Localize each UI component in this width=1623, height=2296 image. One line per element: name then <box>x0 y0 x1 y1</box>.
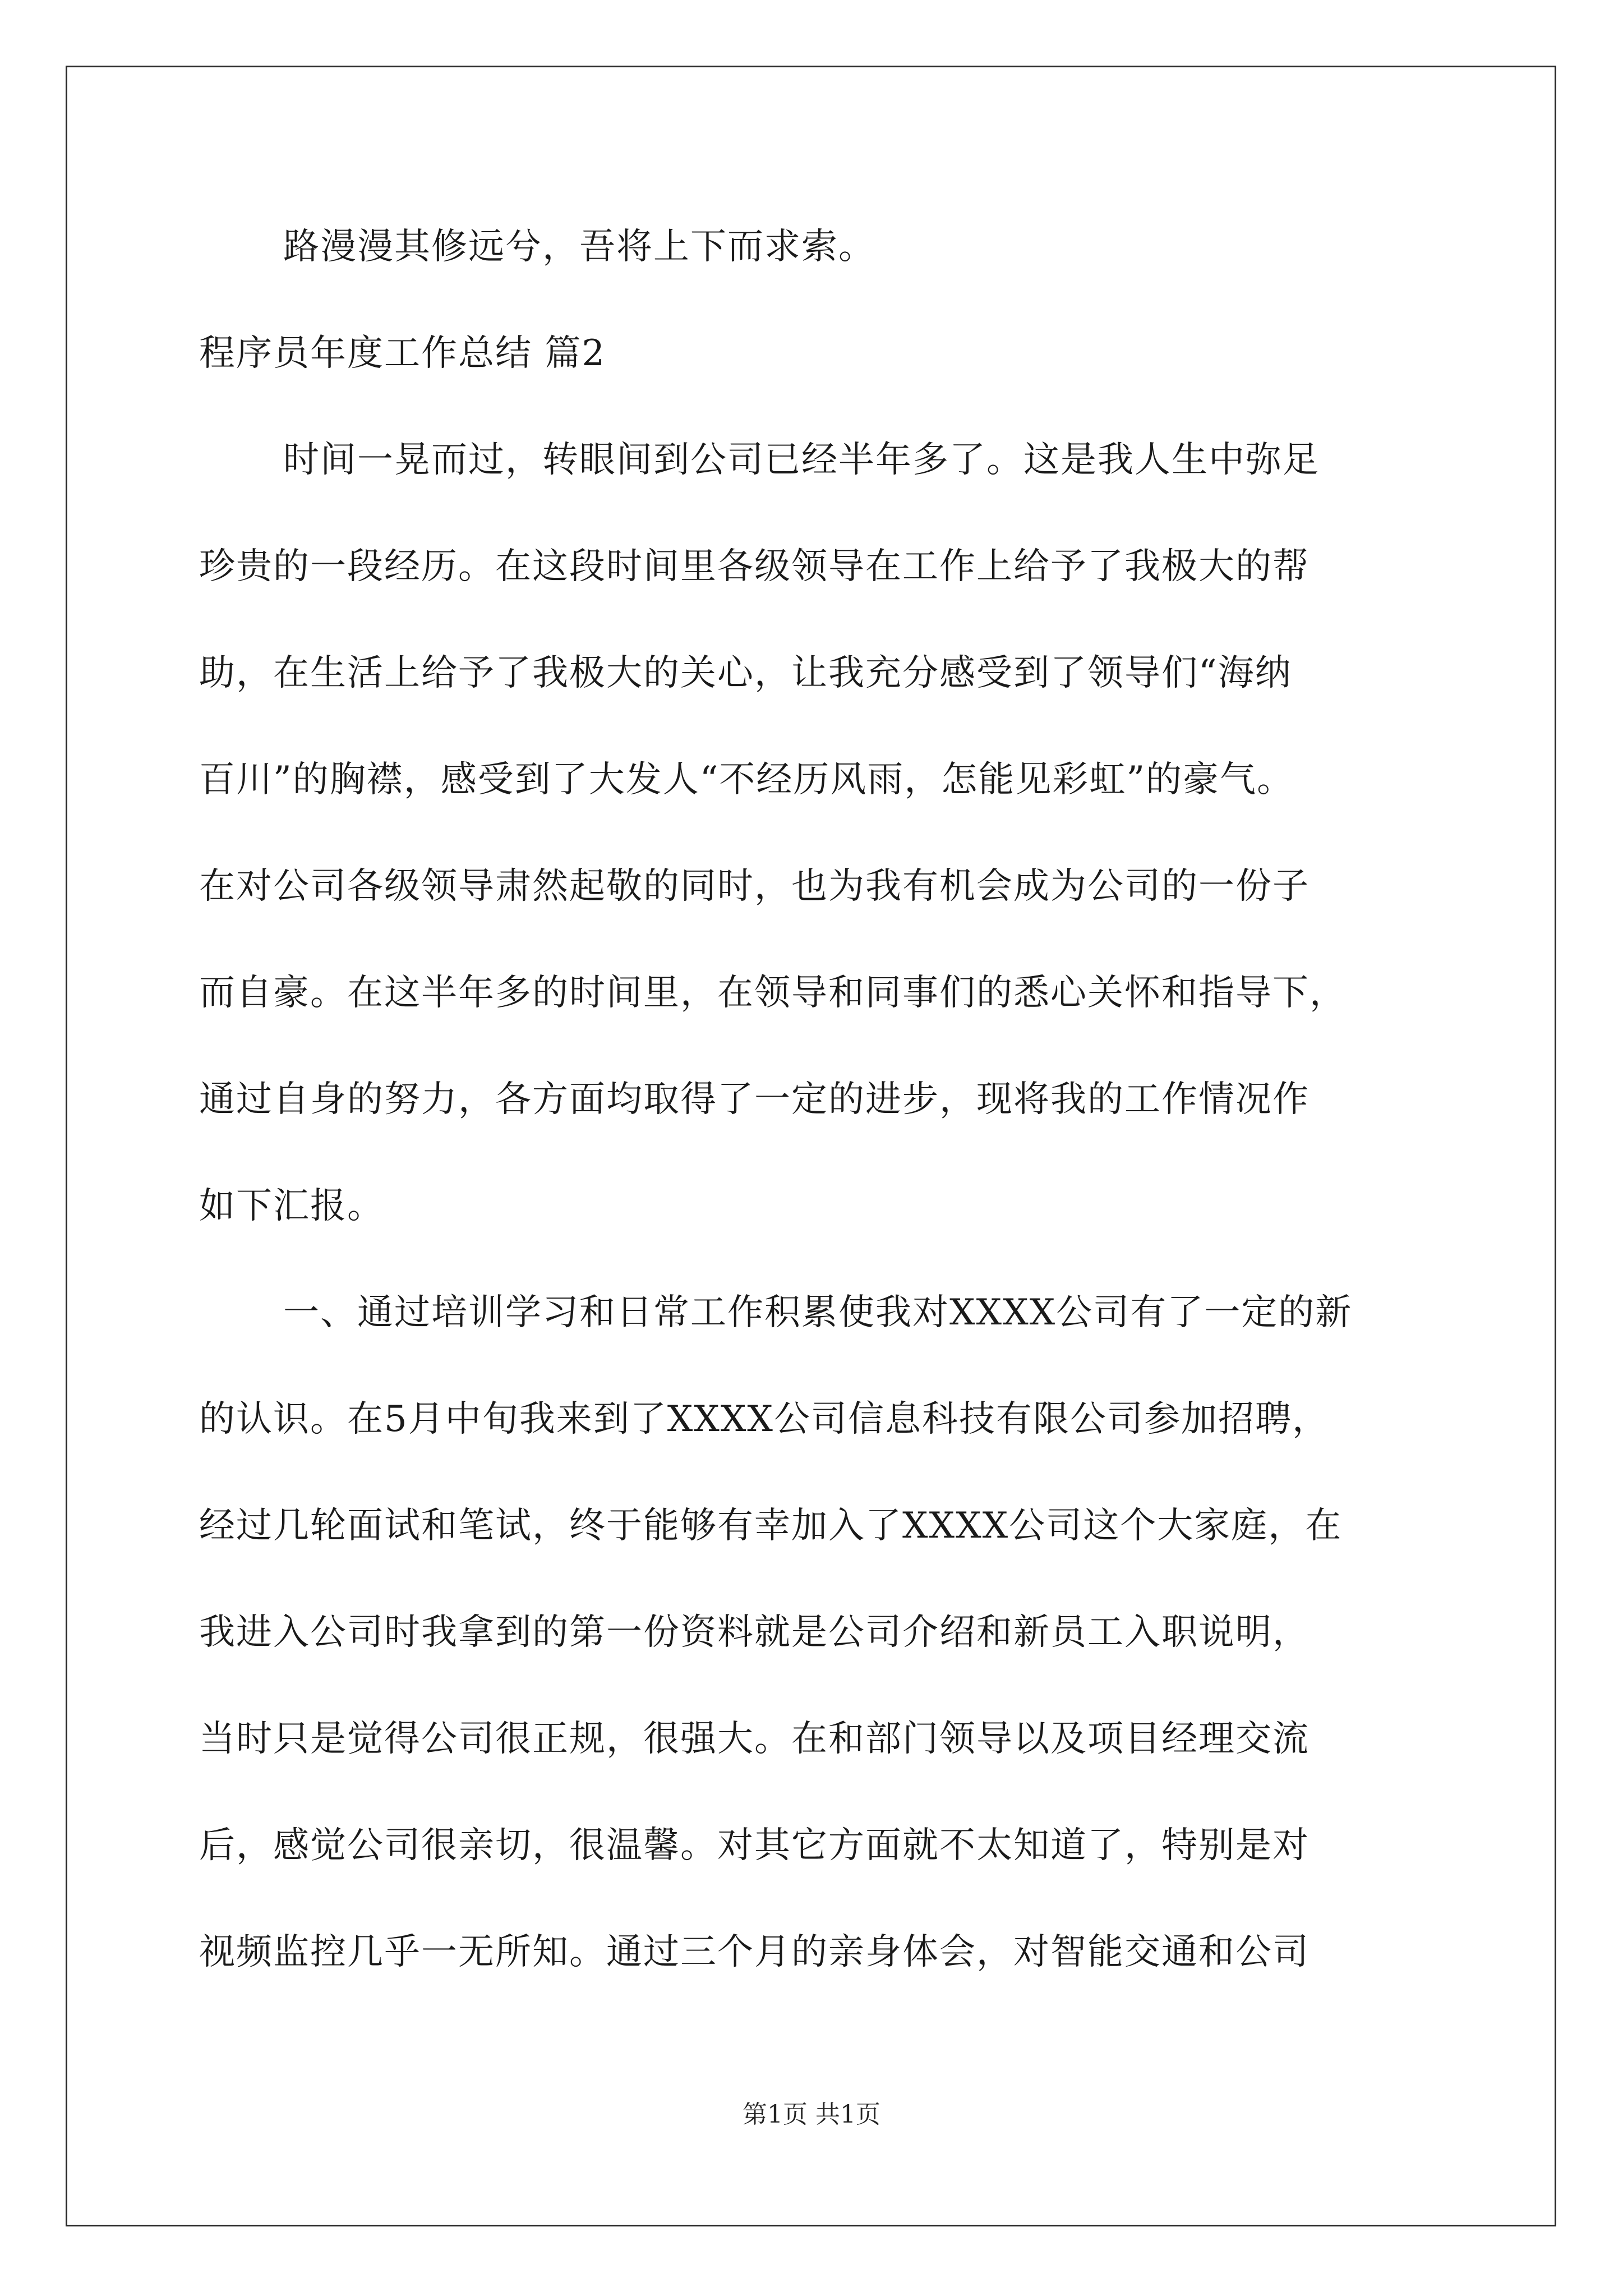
paragraph-line: 我进入公司时我拿到的第一份资料就是公司介绍和新员工入职说明， <box>199 1612 1310 1653</box>
paragraph-line: 后，感觉公司很亲切，很温馨。对其它方面就不太知道了，特别是对 <box>199 1825 1310 1866</box>
paragraph-line: 经过几轮面试和笔试，终于能够有幸加入了XXXX公司这个大家庭，在 <box>199 1505 1343 1547</box>
paragraph-line: 在对公司各级领导肃然起敬的同时，也为我有机会成为公司的一份子 <box>199 866 1310 907</box>
page-number: 第1页 共1页 <box>743 2100 880 2129</box>
paragraph-line: 时间一晃而过，转眼间到公司已经半年多了。这是我人生中弥足 <box>283 439 1320 481</box>
section-heading: 程序员年度工作总结 篇2 <box>199 333 606 374</box>
paragraph-line: 路漫漫其修远兮，吾将上下而求索。 <box>283 226 875 268</box>
paragraph-line: 的认识。在5月中旬我来到了XXXX公司信息科技有限公司参加招聘， <box>199 1398 1329 1440</box>
paragraph-line: 珍贵的一段经历。在这段时间里各级领导在工作上给予了我极大的帮 <box>199 546 1310 587</box>
paragraph-line: 视频监控几乎一无所知。通过三个月的亲身体会，对智能交通和公司 <box>199 1931 1310 1973</box>
paragraph-line: 通过自身的努力，各方面均取得了一定的进步，现将我的工作情况作 <box>199 1079 1310 1120</box>
page-border <box>66 66 1556 2226</box>
paragraph-line: 百川”的胸襟，感受到了大发人“不经历风雨，怎能见彩虹”的豪气。 <box>199 759 1294 800</box>
paragraph-line: 如下汇报。 <box>199 1185 384 1227</box>
paragraph-line: 一、通过培训学习和日常工作积累使我对XXXX公司有了一定的新 <box>283 1292 1353 1333</box>
paragraph-line: 当时只是觉得公司很正规，很强大。在和部门领导以及项目经理交流 <box>199 1718 1310 1760</box>
paragraph-line: 助，在生活上给予了我极大的关心，让我充分感受到了领导们“海纳 <box>199 652 1292 694</box>
paragraph-line: 而自豪。在这半年多的时间里，在领导和同事们的悉心关怀和指导下， <box>199 972 1347 1014</box>
